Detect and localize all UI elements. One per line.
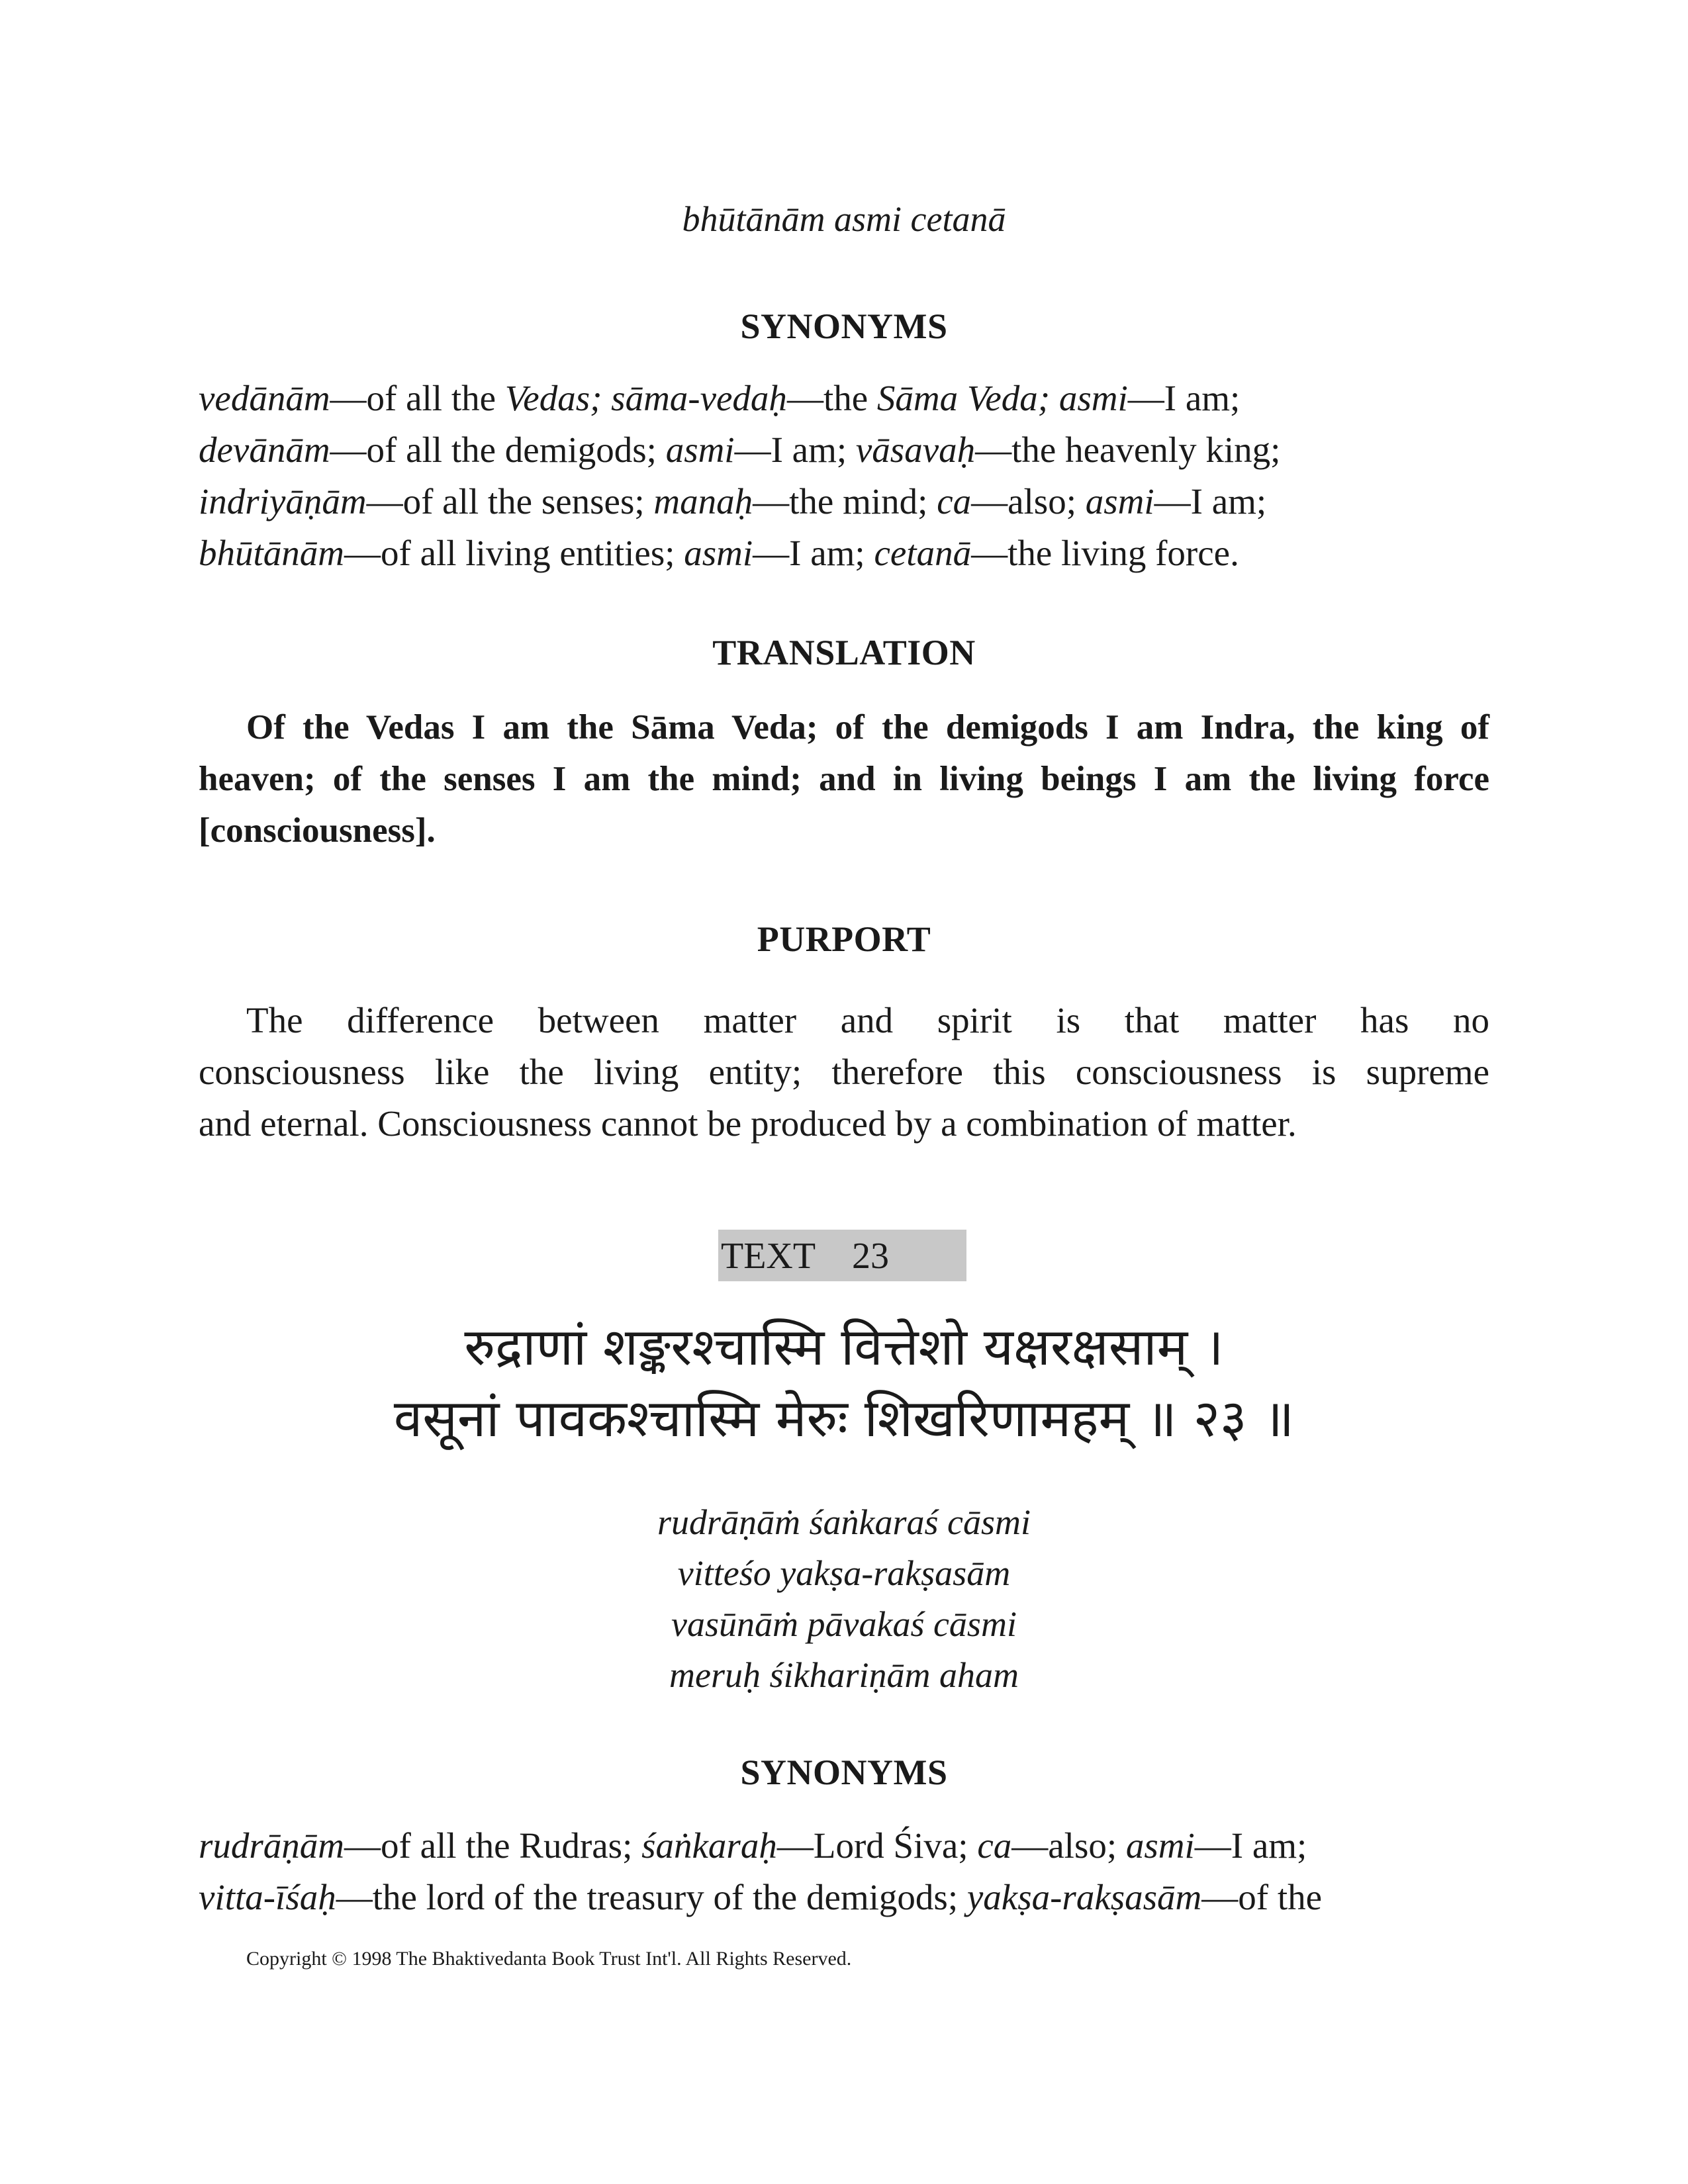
transliteration-line: rudrāṇāṁ śaṅkaraś cāsmi	[657, 1502, 1031, 1542]
devanagari-line: रुद्राणां शङ्करश्चास्मि वित्तेशो यक्षरक्षसाम् ।	[464, 1318, 1224, 1377]
synonyms-block-2	[199, 1820, 1489, 1923]
text-number-label: TEXT 23	[718, 1230, 966, 1281]
transliteration-verse	[199, 1497, 1489, 1701]
synonyms-line: indriyāṇām—of all the senses; manaḥ—the mind; ca—also; asmi—I am;	[199, 481, 1267, 522]
translation-text	[199, 702, 1489, 856]
synonyms-heading-1: SYNONYMS	[740, 306, 948, 346]
transliteration-line: meruḥ śikhariṇām aham	[669, 1655, 1019, 1695]
copyright-footer: Copyright © 1998 The Bhaktivedanta Book Trust Int'l. All Rights Reserved.	[246, 1948, 852, 1970]
devanagari-line: वसूनां पावकश्चास्मि मेरुः शिखरिणामहम् ॥ २३ ॥	[393, 1389, 1295, 1449]
purport-line: The difference between matter and spirit is that matter has no	[246, 1000, 1489, 1040]
verse-last-line: bhūtānām asmi cetanā	[682, 199, 1006, 239]
translation-heading: TRANSLATION	[712, 633, 976, 672]
purport-line: and eternal. Consciousness cannot be produced by a combination of matter.	[199, 1103, 1297, 1144]
synonyms-line: devānām—of all the demigods; asmi—I am; vāsavaḥ—the heavenly king;	[199, 430, 1281, 470]
synonyms-heading-2: SYNONYMS	[740, 1752, 948, 1792]
synonyms-block-1	[199, 373, 1489, 579]
purport-heading: PURPORT	[757, 919, 931, 959]
purport-text	[199, 995, 1489, 1150]
transliteration-line: vasūnāṁ pāvakaś cāsmi	[671, 1604, 1017, 1644]
synonyms-line: bhūtānām—of all living entities; asmi—I am; cetanā—the living force.	[199, 533, 1239, 573]
synonyms-line: vitta-īśaḥ—the lord of the treasury of the demigods; yakṣa-rakṣasām—of the	[199, 1877, 1323, 1917]
purport-line: consciousness like the living entity; therefore this consciousness is supreme	[199, 1052, 1489, 1092]
synonyms-line: rudrāṇām—of all the Rudras; śaṅkaraḥ—Lord Śiva; ca—also; asmi—I am;	[199, 1825, 1307, 1866]
translation-line: heaven; of the senses I am the mind; and in living beings I am the living force	[199, 760, 1489, 798]
translation-line: [consciousness].	[199, 811, 436, 850]
synonyms-line: vedānām—of all the Vedas; sāma-vedaḥ—the Sāma Veda; asmi—I am;	[199, 378, 1241, 418]
devanagari-verse	[199, 1312, 1489, 1455]
translation-line: Of the Vedas I am the Sāma Veda; of the demigods I am Indra, the king of	[246, 708, 1489, 747]
transliteration-line: vitteśo yakṣa-rakṣasām	[677, 1553, 1011, 1593]
